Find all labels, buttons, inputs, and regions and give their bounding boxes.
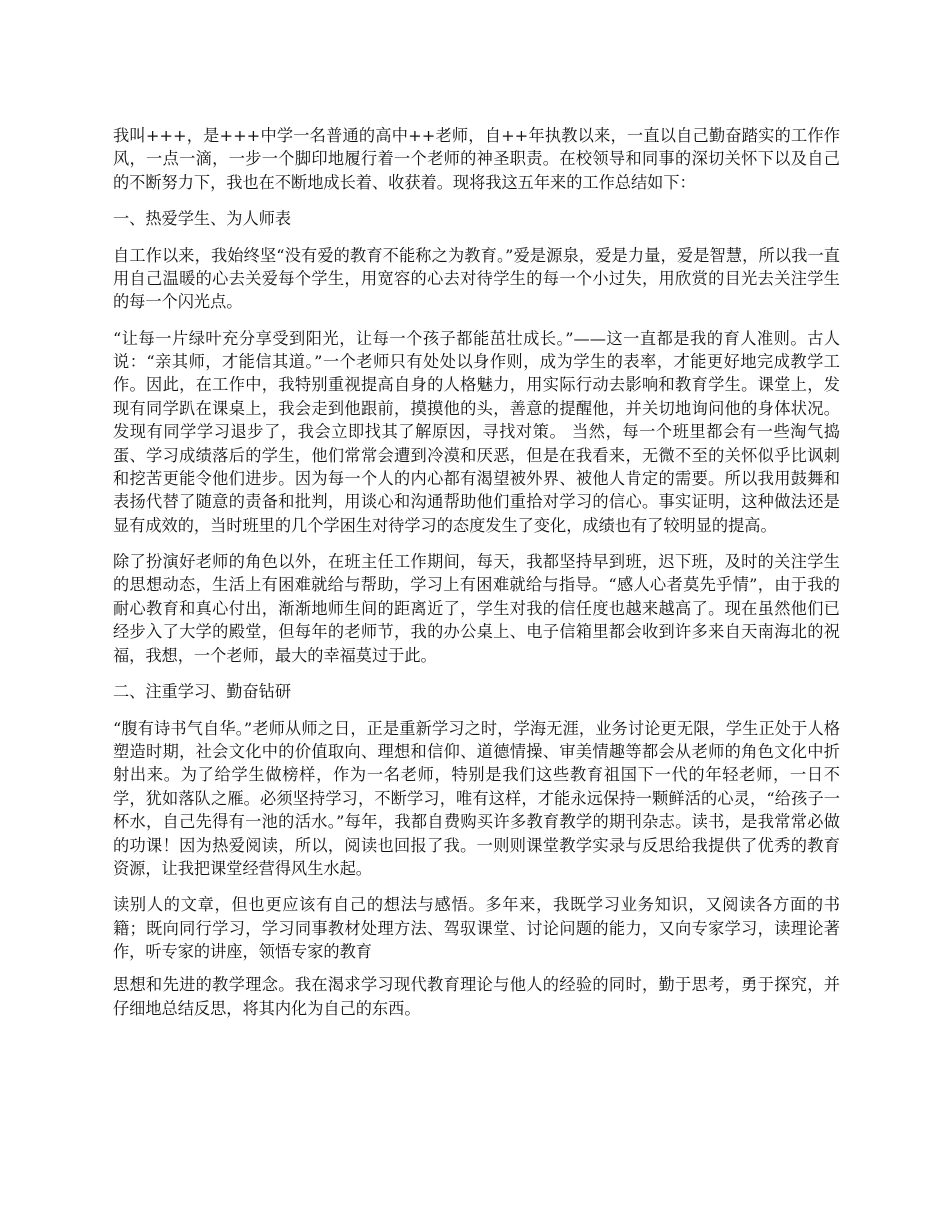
section-heading-1: 一、热爱学生、为人师表 [113, 209, 292, 229]
paragraph-study: “腹有诗书气自华。”老师从师之日，正是重新学习之时，学海无涯，业务讨论更无限，学生正处于人格塑造时期，社会文化中的价值取向、理想和信仰、道德情操、审美情趣等都会从老师的角色文化中折射出来。为了给学生做榜样，作为一名老师，特别是我们这些教育祖国下一代的年轻老师，一日不学，犹如落队之雁。必须坚持学习，不断学习，唯有这样，才能永远保持一颗鲜活的心灵，“给孩子一杯水，自己先得有一池的活水。”每年，我都自费购买许多教育教学的期刊杂志。读书，是我常常必做的功课！因为热爱阅读，所以，阅读也回报了我。一则则课堂教学实录与反思给我提供了优秀的教育资源，让我把课堂经营得风生水起。 [113, 718, 840, 878]
paragraph-teaching-principle: “让每一片绿叶充分享受到阳光，让每一个孩子都能茁壮成长。”——这一直都是我的育人准则。古人说：“亲其师，才能信其道。”一个老师只有处处以身作则，成为学生的表率，才能更好地完成教学工作。因此，在工作中，我特别重视提高自身的人格魅力，用实际行动去影响和教育学生。课堂上，发现有同学趴在课桌上，我会走到他跟前，摸摸他的头，善意的提醒他，并关切地询问他的身体状况。发现有同学学习退步了，我会立即找其了解原因，寻找对策。 当然，每一个班里都会有一些淘气捣蛋、学习成绩落后的学生，他们常常会遭到冷漠和厌恶，但是在我看来，无微不至的关怀似乎比讽刺和挖苦更能令他们进步。因为每一个人的内心都有渴望被外界、被他人肯定的需要。所以我用鼓舞和表扬代替了随意的责备和批判，用谈心和沟通帮助他们重拾对学习的信心。事实证明，这种做法还是显有成效的，当时班里的几个学困生对待学习的态度发生了变化，成绩也有了较明显的提高。 [113, 328, 840, 535]
paragraph-love-students: 自工作以来，我始终坚“没有爱的教育不能称之为教育。”爱是源泉，爱是力量，爱是智慧，所以我一直用自己温暖的心去关爱每个学生，用宽容的心去对待学生的每一个小过失，用欣赏的目光去关注学生的每一个闪光点。 [113, 245, 840, 312]
paragraph-class-teacher: 除了扮演好老师的角色以外，在班主任工作期间，每天，我都坚持早到班，迟下班，及时的关注学生的思想动态，生活上有困难就给与帮助，学习上有困难就给与指导。“感人心者莫先乎情”，由于我的耐心教育和真心付出，渐渐地师生间的距离近了，学生对我的信任度也越来越高了。现在虽然他们已经步入了大学的殿堂，但每年的老师节，我的办公桌上、电子信箱里都会收到许多来自天南海北的祝福，我想，一个老师，最大的幸福莫过于此。 [113, 552, 840, 665]
paragraph-reflection: 思想和先进的教学理念。我在渴求学习现代教育理论与他人的经验的同时，勤于思考，勇于探究，并仔细地总结反思，将其内化为自己的东西。 [113, 975, 840, 1018]
intro-paragraph: 我叫+++，是+++中学一名普通的高中++老师，自++年执教以来，一直以自己勤奋踏实的工作作风，一点一滴，一步一个脚印地履行着一个老师的神圣职责。在校领导和同事的深切关怀下以及自己的不断努力下，我也在不断地成长着、收获着。现将我这五年来的工作总结如下： [113, 126, 840, 192]
paragraph-reading: 读别人的文章，但也更应该有自己的想法与感悟。多年来，我既学习业务知识，又阅读各方面的书籍；既向同行学习，学习同事教材处理方法、驾驭课堂、讨论问题的能力，又向专家学习，读理论著作，听专家的讲座，领悟专家的教育 [113, 895, 840, 961]
section-heading-2: 二、注重学习、勤奋钻研 [113, 681, 292, 701]
document-body [113, 124, 840, 1033]
